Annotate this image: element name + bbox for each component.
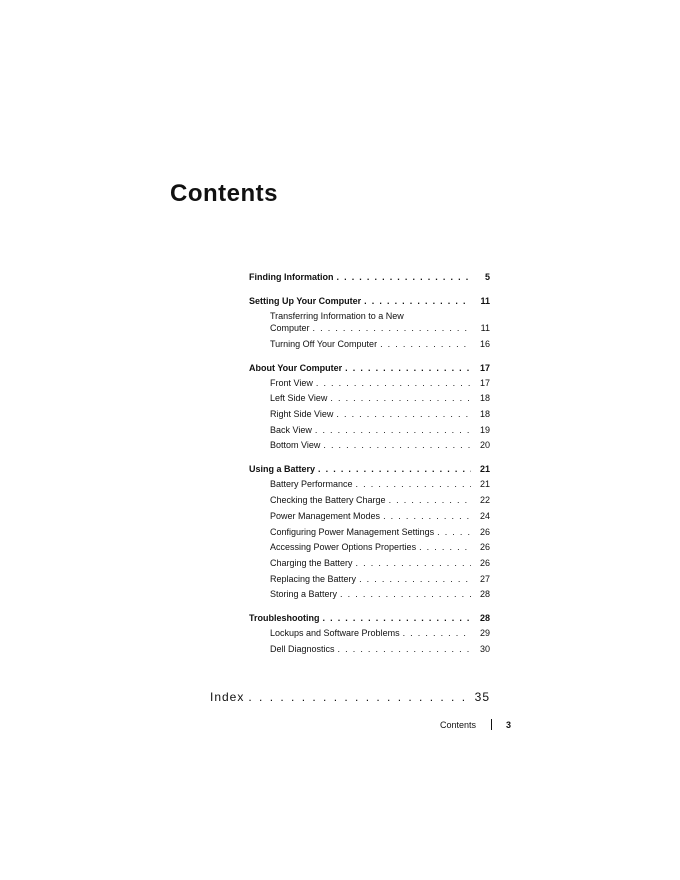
- section-page-number: 26: [479, 557, 490, 568]
- section-title: Left Side View: [270, 393, 328, 404]
- section-page-number: 21: [479, 479, 490, 490]
- chapter-page-number: 17: [479, 362, 490, 373]
- dot-leader: [340, 589, 471, 600]
- dot-leader: [248, 690, 470, 704]
- table-of-contents: [249, 270, 490, 655]
- toc-section-entry[interactable]: [249, 409, 490, 420]
- dot-leader: [337, 272, 472, 283]
- toc-section-entry[interactable]: [249, 378, 490, 389]
- footer-page-number: 3: [506, 719, 512, 730]
- toc-section-entry[interactable]: [249, 628, 490, 639]
- dot-leader: [383, 511, 471, 522]
- toc-section-entry[interactable]: [249, 574, 490, 585]
- dot-leader: [364, 296, 471, 307]
- section-title: Charging the Battery: [270, 557, 353, 568]
- dot-leader: [315, 425, 471, 436]
- toc-section-entry[interactable]: [249, 339, 490, 350]
- toc-section-entry[interactable]: [249, 542, 490, 553]
- dot-leader: [419, 542, 471, 553]
- section-page-number: 27: [479, 573, 490, 584]
- section-page-number: 28: [479, 589, 490, 600]
- toc-chapter-entry[interactable]: [249, 613, 490, 624]
- dot-leader: [313, 323, 471, 334]
- section-title-line: Transferring Information to a New: [270, 311, 404, 321]
- dot-leader: [356, 558, 471, 569]
- section-title: Lockups and Software Problems: [270, 628, 400, 639]
- dot-leader: [330, 393, 471, 404]
- section-page-number: 22: [479, 495, 490, 506]
- section-title: Battery Performance: [270, 479, 353, 490]
- index-page-number: 35: [474, 690, 490, 704]
- dot-leader: [316, 378, 471, 389]
- section-page-number: 19: [479, 424, 490, 435]
- dot-leader: [356, 479, 471, 490]
- toc-section-entry[interactable]: [249, 644, 490, 655]
- section-page-number: 11: [480, 323, 490, 333]
- toc-section-entry[interactable]: [249, 440, 490, 451]
- chapter-title: Using a Battery: [249, 464, 316, 475]
- dot-leader: [437, 527, 471, 538]
- footer-label: Contents: [440, 719, 477, 730]
- chapter-page-number: 21: [479, 464, 490, 475]
- section-page-number: 26: [479, 526, 490, 537]
- section-page-number: 17: [479, 377, 490, 388]
- section-title-wrap: [249, 311, 490, 322]
- section-title: Power Management Modes: [270, 510, 381, 521]
- dot-leader: [318, 464, 471, 475]
- footer-separator: [491, 719, 492, 730]
- chapter-page-number: 11: [480, 296, 490, 306]
- chapter-page-number: 28: [479, 613, 490, 624]
- toc-section-entry[interactable]: [249, 511, 490, 522]
- dot-leader: [403, 628, 471, 639]
- toc-section-entry[interactable]: [249, 323, 490, 334]
- dot-leader: [345, 363, 471, 374]
- toc-chapter-entry[interactable]: [249, 296, 490, 307]
- toc-section-entry[interactable]: [249, 479, 490, 490]
- section-page-number: 18: [479, 393, 490, 404]
- section-page-number: 26: [479, 542, 490, 553]
- toc-chapter-entry[interactable]: [249, 272, 490, 283]
- section-title: Accessing Power Options Properties: [270, 542, 417, 553]
- section-page-number: 29: [479, 628, 490, 639]
- section-title: Dell Diagnostics: [270, 643, 335, 654]
- toc-section-entry[interactable]: [249, 495, 490, 506]
- section-title: Configuring Power Management Settings: [270, 526, 435, 537]
- dot-leader: [359, 574, 471, 585]
- section-page-number: 30: [479, 643, 490, 654]
- toc-section-entry[interactable]: [249, 527, 490, 538]
- dot-leader: [389, 495, 471, 506]
- section-page-number: 16: [479, 338, 490, 349]
- section-title: Replacing the Battery: [270, 573, 357, 584]
- toc-section-entry[interactable]: [249, 425, 490, 436]
- dot-leader: [380, 339, 471, 350]
- section-page-number: 24: [479, 510, 490, 521]
- chapter-title: Setting Up Your Computer: [249, 296, 362, 306]
- section-page-number: 20: [479, 440, 490, 451]
- dot-leader: [323, 613, 472, 624]
- chapter-title: Finding Information: [249, 272, 334, 282]
- section-title: Back View: [270, 424, 312, 435]
- dot-leader: [338, 644, 471, 655]
- page-footer: [440, 719, 520, 730]
- section-title: Turning Off Your Computer: [270, 338, 378, 349]
- toc-section-entry[interactable]: [249, 589, 490, 600]
- section-title: Bottom View: [270, 440, 321, 451]
- dot-leader: [323, 440, 471, 451]
- section-title: Checking the Battery Charge: [270, 495, 386, 506]
- page-title: Contents: [170, 180, 278, 207]
- dot-leader: [336, 409, 471, 420]
- chapter-title: About Your Computer: [249, 362, 343, 373]
- toc-index-entry[interactable]: [210, 690, 490, 704]
- index-label: Index: [210, 690, 245, 704]
- section-title: Computer: [270, 323, 310, 333]
- toc-chapter-entry[interactable]: [249, 363, 490, 374]
- toc-section-entry[interactable]: [249, 393, 490, 404]
- section-title: Storing a Battery: [270, 589, 338, 600]
- section-title: Right Side View: [270, 409, 334, 420]
- section-title: Front View: [270, 377, 313, 388]
- toc-chapter-entry[interactable]: [249, 464, 490, 475]
- chapter-page-number: 5: [484, 272, 490, 282]
- chapter-title: Troubleshooting: [249, 613, 320, 624]
- toc-section-entry[interactable]: [249, 558, 490, 569]
- section-page-number: 18: [479, 409, 490, 420]
